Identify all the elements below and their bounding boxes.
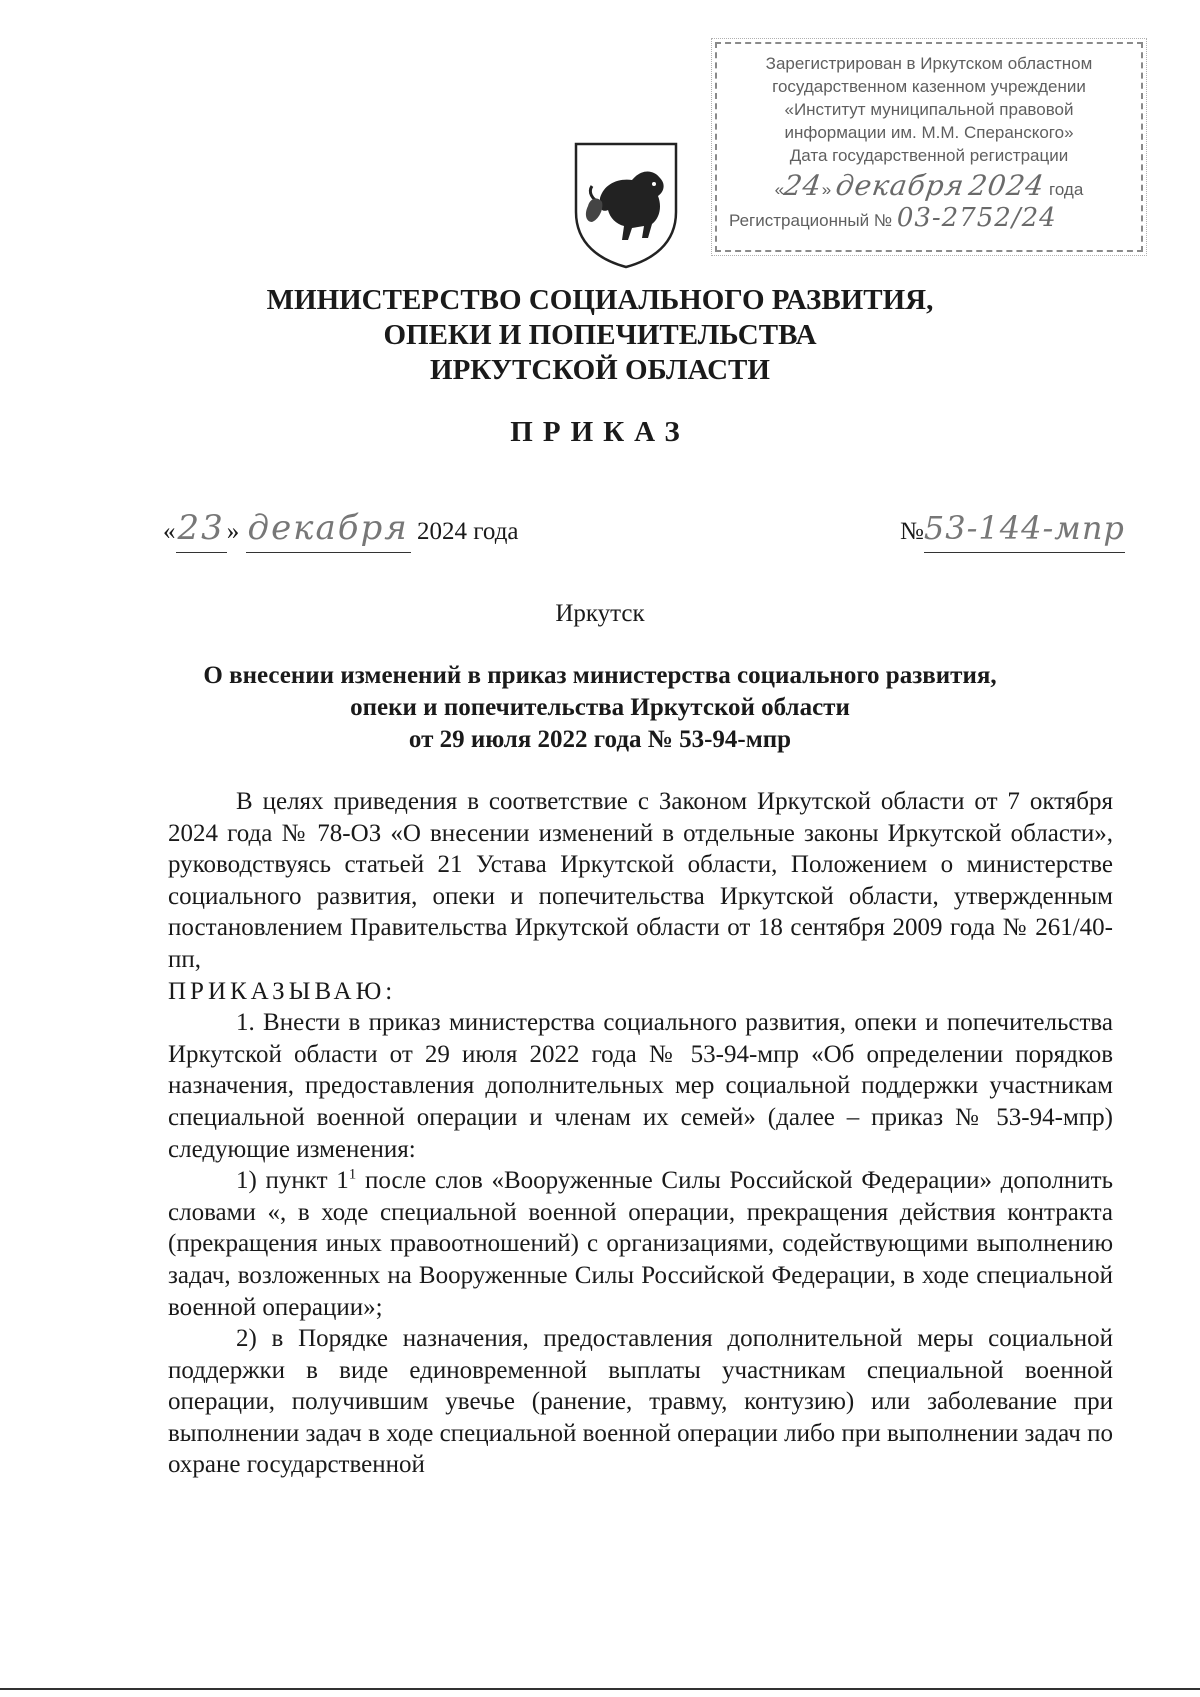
order-number-label: № — [900, 518, 924, 545]
ministry-name — [0, 283, 1200, 388]
order-date-year: 2024 года — [417, 518, 519, 545]
stamp-day-open: « — [774, 180, 785, 199]
title-line-3: от 29 июля 2022 года № 53-94-мпр — [408, 726, 792, 753]
stamp-year-suffix: года — [1049, 180, 1084, 199]
preamble-paragraph: В целях приведения в соответствие с Законом Иркутской области от 7 октября 2024 года № 78-ОЗ «О внесении изменений в отдельные законы Иркутской области», руководствуясь статьей 21 Устава Иркутской области, Положением о министерстве социального развития, опеки и попечительства Иркутской области, утвержденным постановлением Правительства Иркутской области от 18 сентября 2009 года № 261/40-пп, — [168, 788, 1113, 973]
order-number-value: 53-144-мпр — [923, 509, 1125, 547]
order-date-close: » — [226, 518, 240, 545]
stamp-date-label: Дата государственной регистрации — [789, 146, 1069, 165]
ministry-line-3: ИРКУТСКОЙ ОБЛАСТИ — [430, 354, 770, 386]
document-type: ПРИКАЗ — [510, 416, 690, 448]
item-1-2-paragraph: 2) в Порядке назначения, предоставления дополнительной меры социальной поддержки в виде единовременной выплаты участникам специальной военной операции, получившим увечье (ранение, травму, контузию) или заболевание при выполнении задач в ходе специальной военной операции либо при выполнении задач по охране государственной — [168, 1325, 1113, 1479]
item-1-1-prefix: 1) пункт 1 — [236, 1167, 349, 1195]
stamp-year: 2024 — [966, 169, 1047, 202]
page-bottom-edge — [0, 1688, 1200, 1690]
order-date-open: « — [163, 518, 176, 545]
stamp-reg-row — [729, 203, 1129, 233]
title-line-2: опеки и попечительства Иркутской области — [350, 694, 850, 721]
stamp-date-row — [729, 169, 1129, 203]
order-date — [163, 508, 519, 553]
stamp-month: декабря — [833, 169, 967, 202]
item-1-1-superscript: 1 — [348, 1166, 357, 1183]
stamp-reg-number: 03-2752/24 — [896, 203, 1057, 233]
item-1-1-rest: после слов «Вооруженные Силы Российской Федерации» дополнить словами «, в ходе специальной военной операции, прекращения действия контракта (прекращения иных правоотношений) с организациями, содействующими выполнению задач, возложенных на Вооруженные Силы Российской Федерации, в ходе специальной военной операции»; — [168, 1167, 1114, 1321]
document-body — [168, 786, 1113, 1481]
item-1-1-paragraph — [168, 1165, 1113, 1323]
stamp-day: 24 — [781, 169, 825, 202]
coat-of-arms-icon — [570, 140, 682, 270]
stamp-line-1: Зарегистрирован в Иркутском областном — [765, 54, 1093, 73]
stamp-line-2: государственном казенном учреждении — [772, 77, 1086, 96]
order-date-day: 23 — [177, 508, 225, 548]
city: Иркутск — [555, 600, 645, 627]
registration-stamp — [715, 42, 1143, 252]
stamp-reg-label: Регистрационный № — [729, 211, 893, 230]
order-number — [900, 508, 1125, 553]
order-word: ПРИКАЗЫВАЮ: — [168, 977, 397, 1005]
stamp-day-close: » — [821, 180, 832, 199]
ministry-line-1: МИНИСТЕРСТВО СОЦИАЛЬНОГО РАЗВИТИЯ, — [266, 284, 934, 316]
ministry-line-2: ОПЕКИ И ПОПЕЧИТЕЛЬСТВА — [383, 319, 817, 351]
stamp-line-3: «Институт муниципальной правовой — [784, 100, 1074, 119]
title-line-1: О внесении изменений в приказ министерства социального развития, — [203, 662, 997, 689]
stamp-line-4: информации им. М.М. Сперанского» — [784, 123, 1074, 142]
document-title — [0, 660, 1200, 756]
item-1-paragraph: 1. Внести в приказ министерства социального развития, опеки и попечительства Иркутской области от 29 июля 2022 года № 53-94-мпр «Об определении порядков назначения, предоставления дополнительных мер социальной поддержки участникам специальной военной операции и членам их семей» (далее – приказ № 53-94-мпр) следующие изменения: — [168, 1009, 1113, 1163]
order-date-month: декабря — [247, 508, 409, 548]
